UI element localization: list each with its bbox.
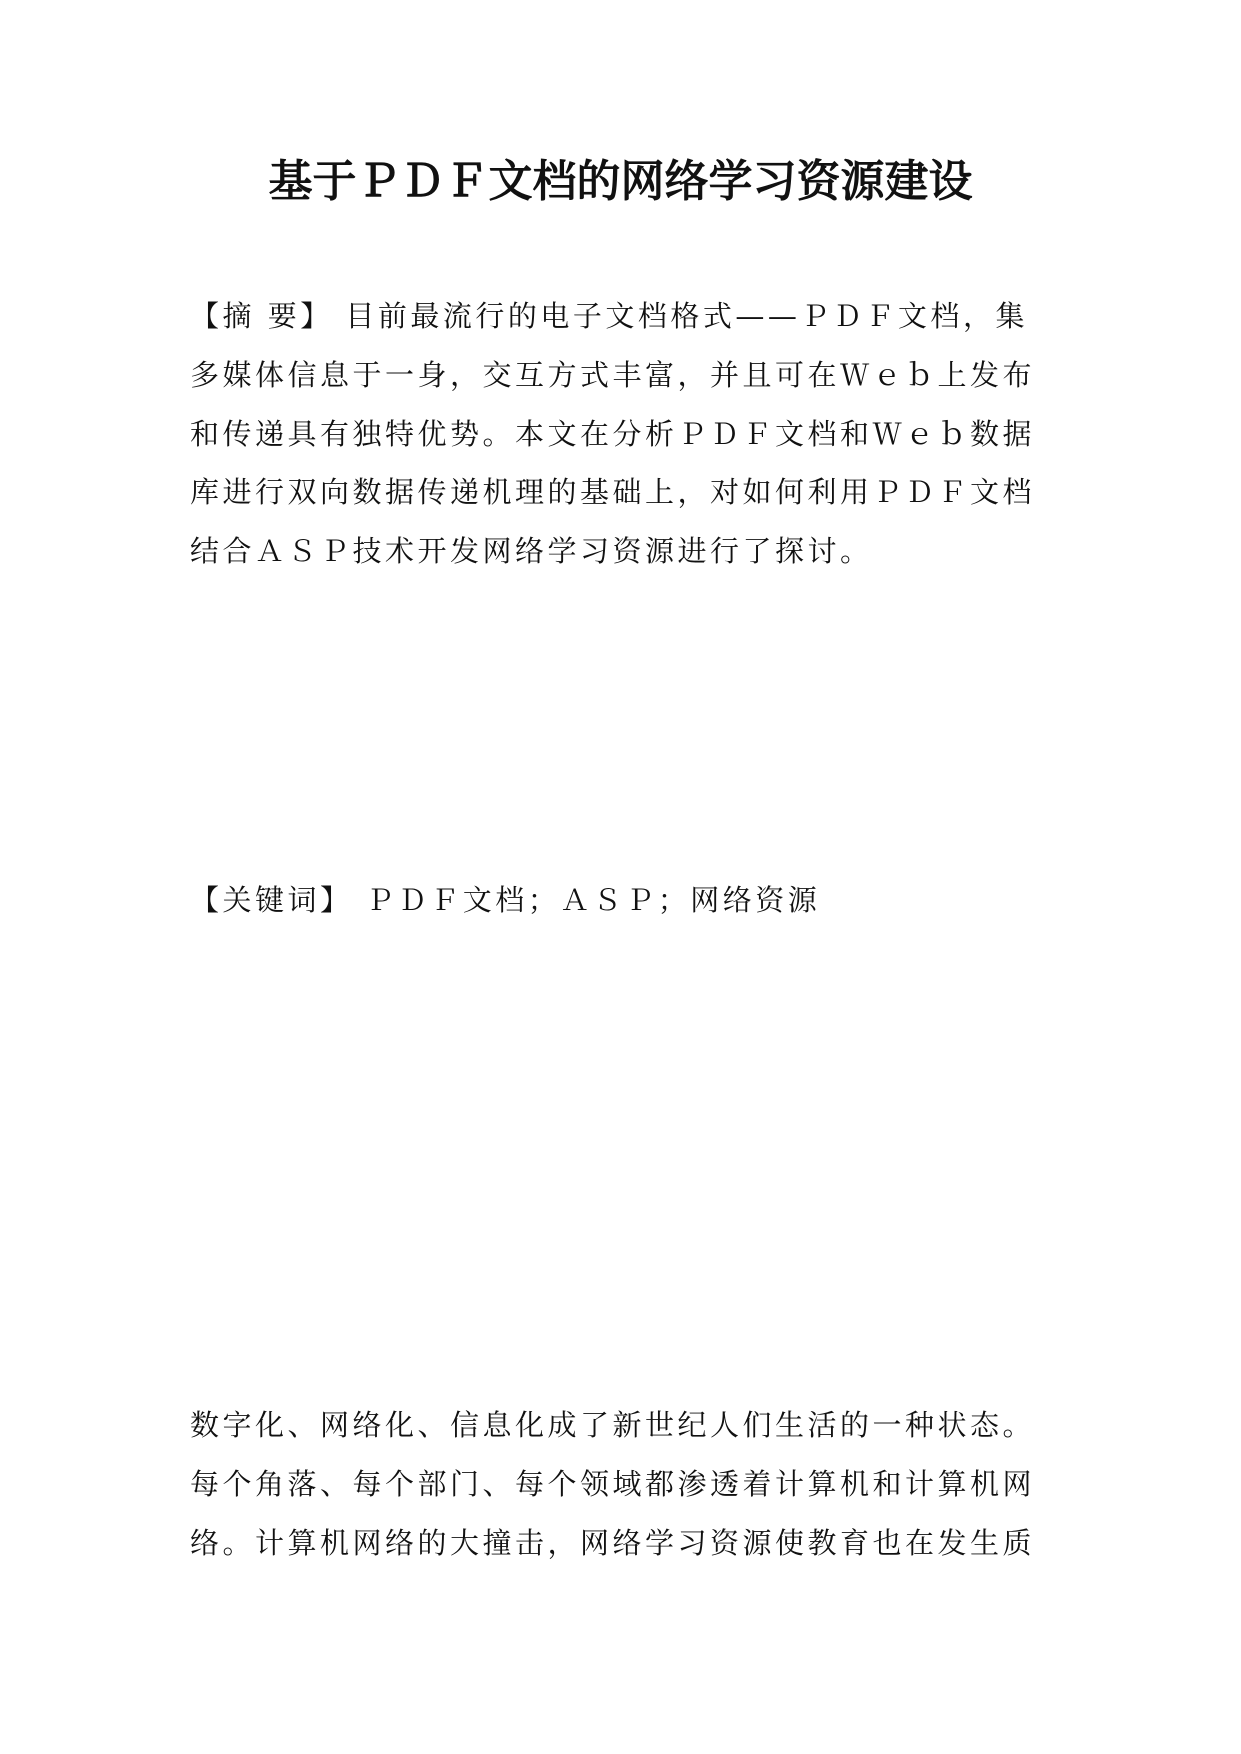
abstract-line: 库进行双向数据传递机理的基础上，对如何利用ＰＤＦ文档 <box>190 475 1036 509</box>
body-line: 每个角落、每个部门、每个领域都渗透着计算机和计算机网 <box>190 1467 1036 1501</box>
body-line: 络。计算机网络的大撞击，网络学习资源使教育也在发生质 <box>190 1526 1036 1560</box>
keywords-line: 【关键词】 ＰＤＦ文档；ＡＳＰ；网络资源 <box>190 883 821 917</box>
abstract-line: 和传递具有独特优势。本文在分析ＰＤＦ文档和Ｗｅｂ数据 <box>190 417 1036 451</box>
abstract-line: 结合ＡＳＰ技术开发网络学习资源进行了探讨。 <box>190 534 873 568</box>
abstract-line: 【摘 要】 目前最流行的电子文档格式——ＰＤＦ文档，集 <box>190 299 1028 333</box>
body-line: 数字化、网络化、信息化成了新世纪人们生活的一种状态。 <box>190 1408 1036 1442</box>
abstract-line: 多媒体信息于一身，交互方式丰富，并且可在Ｗｅｂ上发布 <box>190 358 1036 392</box>
document-title: 基于ＰＤＦ文档的网络学习资源建设 <box>268 156 973 207</box>
